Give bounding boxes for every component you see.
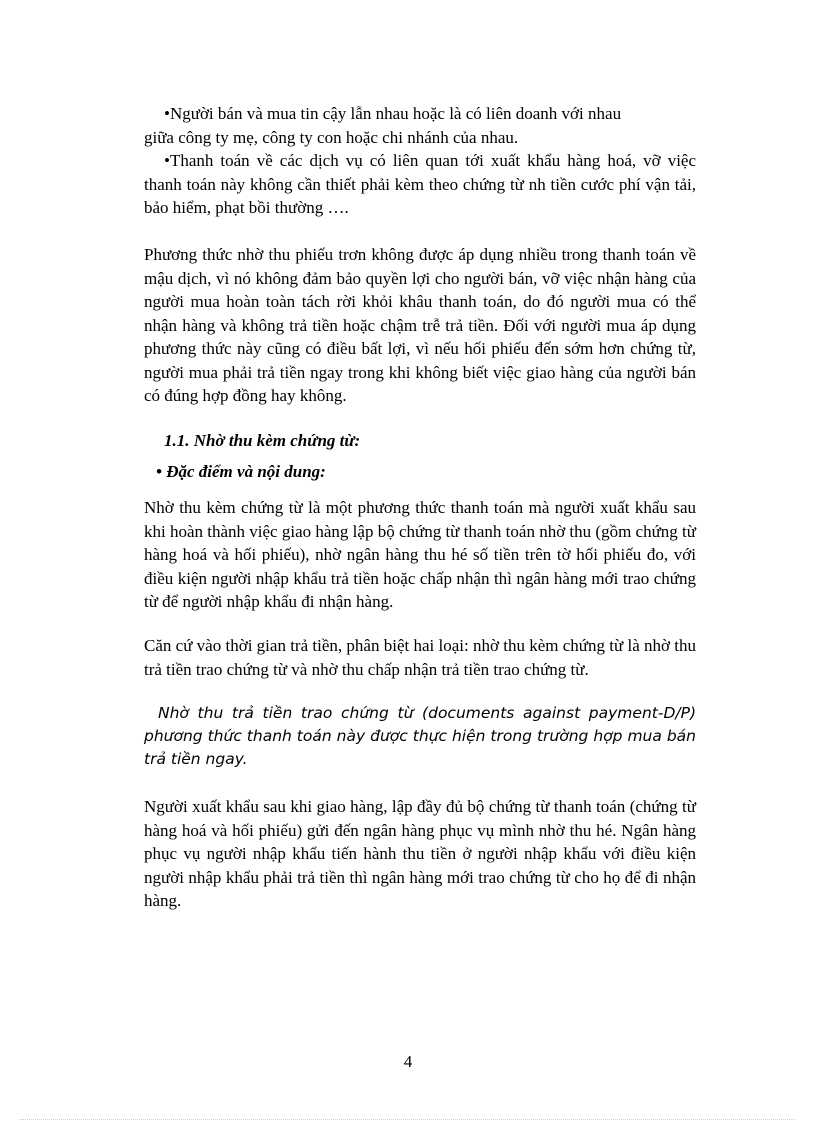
paragraph-1 <box>144 243 696 408</box>
paragraph-4-italic <box>144 702 696 771</box>
subheading-bullet: • <box>156 462 162 481</box>
bullet-item-1 <box>144 102 696 149</box>
section-heading-1-1: 1.1. Nhờ thu kèm chứng từ: <box>164 431 361 450</box>
bullet-item-2-rest: việc thanh toán này không cần thiết phải kèm theo chứng từ nh tiền cước phí vận tải, bảo hiểm, phạt bồi thường …. <box>144 151 697 217</box>
paragraph-5-text: Người xuất khẩu sau khi giao hàng, lập đầy đủ bộ chứng từ thanh toán (chứng từ hàng hoá và hối phiếu) gửi đến ngân hàng phục vụ mình nhờ thu hé. Ngân hàng phục vụ người nhập khẩu tiến hành thu tiền ở người nhập khẩu với điều kiện người nhập khẩu phải trả tiền thì ngân hàng mới trao chứng từ cho họ để đi nhận hàng. <box>144 797 696 910</box>
bullet-item-2-first: Thanh toán về các dịch vụ có liên quan tới xuất khẩu hàng hoá, vỡ <box>169 151 661 170</box>
bullet-item-1-rest: giữa công ty mẹ, công ty con hoặc chi nhánh của nhau. <box>144 127 519 147</box>
bullet-symbol-1: • <box>164 104 170 123</box>
paragraph-3 <box>144 634 696 681</box>
paragraph-1-text: Phương thức nhờ thu phiếu trơn không được áp dụng nhiều trong thanh toán về mậu dịch, vì nó không đảm bảo quyền lợi cho người bán, vỡ việc nhận hàng của người mua hoàn toàn tách rời khỏi khâu thanh toán, do đó người mua có thể nhận hàng và không trả tiền hoặc chậm trễ trả tiền. Đối với người mua áp dụng phương thức này cũng có điều bất lợi, vì nếu hối phiếu đến sớm hơn chứng từ, người mua phải trả tiền ngay trong khi không biết việc giao hàng của người bán có đúng hợp đồng hay không. <box>144 245 696 405</box>
paragraph-5 <box>144 795 696 913</box>
paragraph-2-text: Nhờ thu kèm chứng từ là một phương thức thanh toán mà người xuất khẩu sau khi hoàn thành việc giao hàng lập bộ chứng từ thanh toán nhờ thu (gồm chứng từ hàng hoá và hối phiếu), nhờ ngân hàng thu hé số tiền trên tờ hối phiếu đo, với điều kiện người nhập khẩu trả tiền hoặc chấp nhận thì ngân hàng mới trao chứng từ để người nhập khẩu đi nhận hàng. <box>144 498 696 611</box>
page-bottom-divider <box>20 1119 796 1120</box>
bullet-symbol-2: • <box>164 151 170 170</box>
paragraph-3-text: Căn cứ vào thời gian trả tiền, phân biệt hai loại: nhờ thu kèm chứng từ là nhờ thu trả tiền trao chứng từ và nhờ thu chấp nhận trả tiền trao chứng từ. <box>144 636 696 679</box>
subheading-features <box>156 461 326 483</box>
bullet-list-top <box>144 102 696 220</box>
subheading-text: Đặc điểm và nội dung: <box>166 462 326 481</box>
paragraph-4-text: Nhờ thu trả tiền trao chứng từ (documents against payment-D/P) phương thức thanh toán này được thực hiện trong trường hợp mua bán trả tiền ngay. <box>144 704 696 768</box>
page-number: 4 <box>403 1052 413 1071</box>
bullet-item-2 <box>144 149 696 220</box>
paragraph-2 <box>144 496 696 614</box>
bullet-item-1-first: Người bán và mua tin cậy lẫn nhau hoặc là có liên doanh với nhau <box>169 104 622 123</box>
